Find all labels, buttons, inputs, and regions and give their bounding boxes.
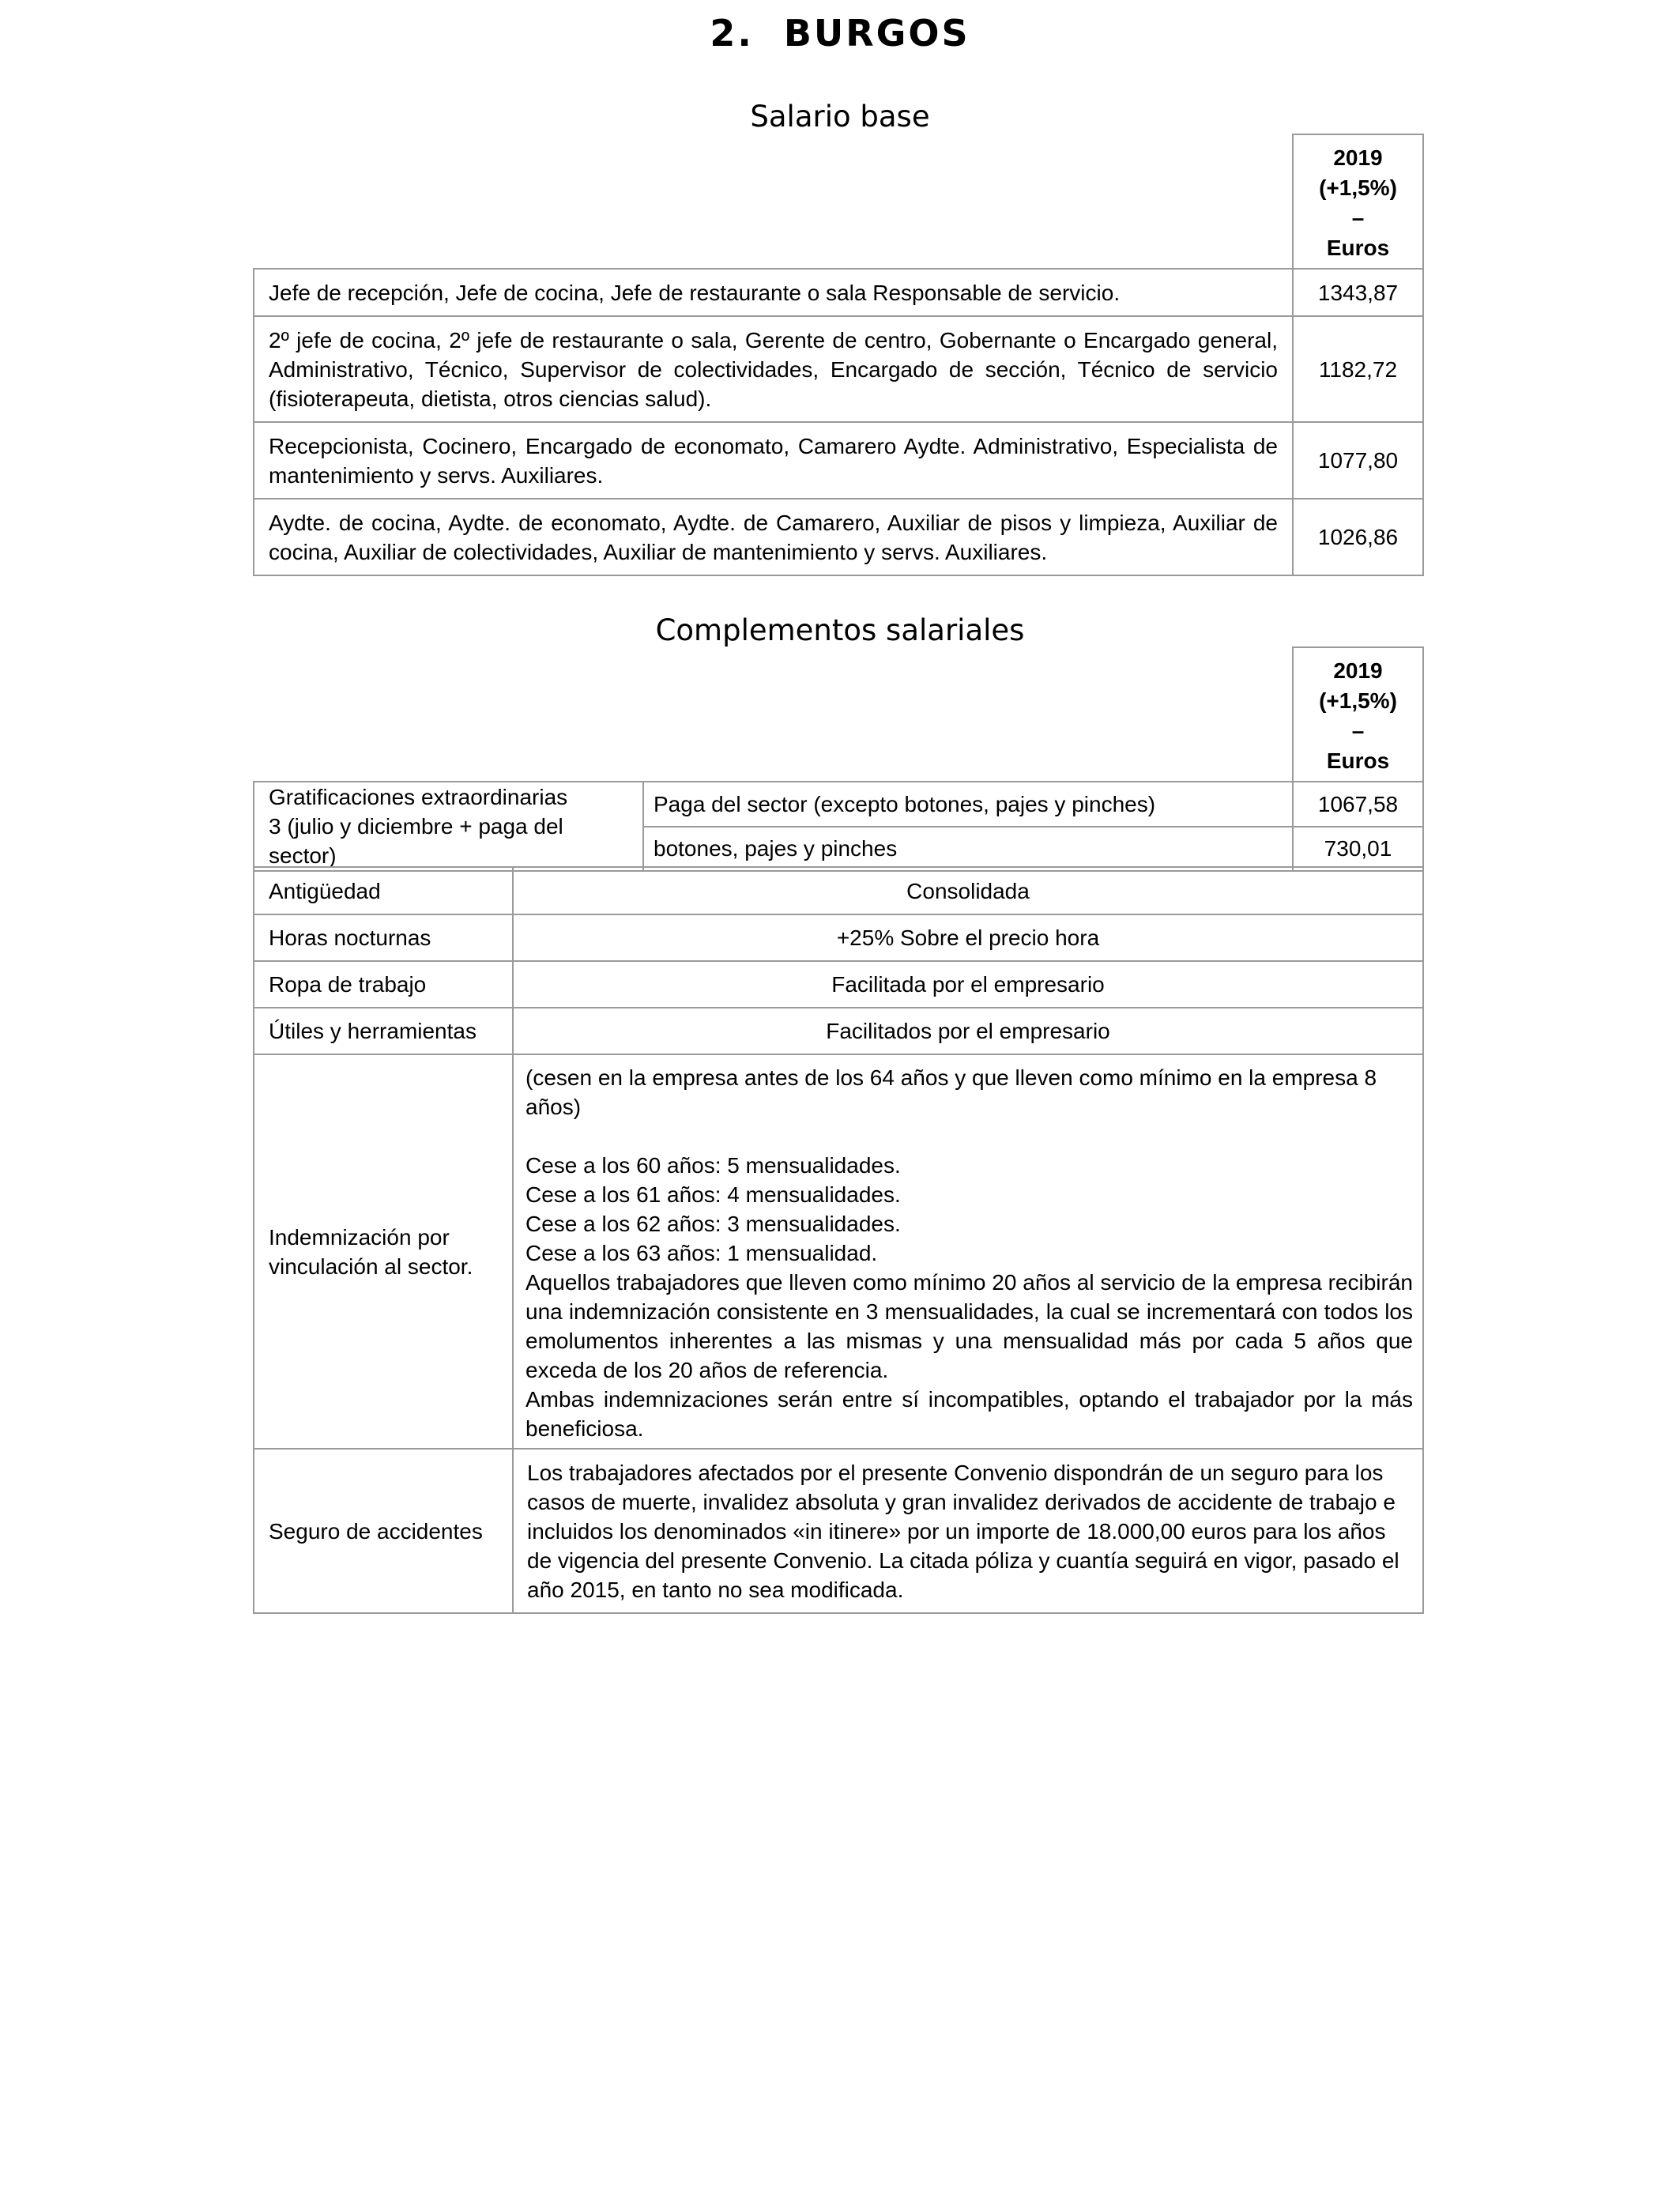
salary-value: 1182,72 <box>1293 316 1423 422</box>
complementos-header-row <box>254 647 1423 782</box>
paga-value: 730,01 <box>1293 827 1423 872</box>
table-row <box>254 782 1423 827</box>
item-value: Consolidada <box>513 867 1423 914</box>
paga-concept: botones, pajes y pinches <box>643 827 1293 872</box>
table-row <box>254 1008 1423 1054</box>
complementos-gratificaciones-table <box>253 647 1424 872</box>
table-row <box>254 867 1423 914</box>
item-label: Horas nocturnas <box>254 914 513 961</box>
indemnizacion-paragraph: Aquellos trabajadores que lleven como mínimo 20 años al servicio de la empresa recibirán una indemnización consistente en 3 mensualidades, la cual se incrementará con todos los emolumentos inherentes a las mismas y una mensualidad más por cada 5 años que exceda de los 20 años de referencia. <box>525 1270 1413 1382</box>
table-row <box>254 316 1423 422</box>
category-cell: Recepcionista, Cocinero, Encargado de economato, Camarero Aydte. Administrativo, Especialista de mantenimiento y servs. Auxiliares. <box>254 422 1293 499</box>
cese-item: Cese a los 60 años: 5 mensualidades. <box>525 1153 901 1178</box>
cese-item: Cese a los 63 años: 1 mensualidad. <box>525 1241 878 1265</box>
table-row <box>254 914 1423 961</box>
paga-value: 1067,58 <box>1293 782 1423 827</box>
indemnizacion-paragraph: Ambas indemnizaciones serán entre sí incompatibles, optando el trabajador por la más beneficiosa. <box>525 1387 1413 1441</box>
item-label: Antigüedad <box>254 867 513 914</box>
table-row <box>254 961 1423 1008</box>
complementos-year-header: 2019 (+1,5%) – Euros <box>1293 647 1423 782</box>
cese-item: Cese a los 62 años: 3 mensualidades. <box>525 1212 901 1236</box>
item-label: Ropa de trabajo <box>254 961 513 1008</box>
category-cell: 2º jefe de cocina, 2º jefe de restaurante o sala, Gerente de centro, Gobernante o Encargado general, Administrativo, Técnico, Supervisor de colectividades, Encargado de sección, Técnico de servicio (fisioterapeuta, dietista, otros ciencias salud). <box>254 316 1293 422</box>
category-cell: Jefe de recepción, Jefe de cocina, Jefe de restaurante o sala Responsable de servicio. <box>254 269 1293 316</box>
salary-value: 1343,87 <box>1293 269 1423 316</box>
salario-year-header: 2019 (+1,5%) – Euros <box>1293 134 1423 269</box>
table-row <box>254 1054 1423 1449</box>
title-name: BURGOS <box>783 12 970 55</box>
header-spacer <box>254 134 1293 269</box>
salary-value: 1026,86 <box>1293 499 1423 575</box>
gratificaciones-label: Gratificaciones extraordinarias 3 (julio y diciembre + paga del sector) <box>254 782 643 871</box>
item-value: +25% Sobre el precio hora <box>513 914 1423 961</box>
complementos-title: Complementos salariales <box>655 613 1025 647</box>
indemnizacion-condition: (cesen en la empresa antes de los 64 años y que lleven como mínimo en la empresa 8 años) <box>525 1065 1377 1119</box>
table-row <box>254 1449 1423 1613</box>
salario-base-title: Salario base <box>750 100 930 134</box>
salario-header-row <box>254 134 1423 269</box>
header-spacer <box>254 647 1293 782</box>
salary-value: 1077,80 <box>1293 422 1423 499</box>
salario-base-table <box>253 134 1424 576</box>
complementos-items-table <box>253 866 1424 1614</box>
title-number: 2. <box>710 12 754 55</box>
item-label: Útiles y herramientas <box>254 1008 513 1054</box>
category-cell: Aydte. de cocina, Aydte. de economato, Aydte. de Camarero, Auxiliar de pisos y limpieza, Auxiliar de cocina, Auxiliar de colectividades, Auxiliar de mantenimiento y servs. Auxiliares. <box>254 499 1293 575</box>
item-value: Facilitada por el empresario <box>513 961 1423 1008</box>
paga-concept: Paga del sector (excepto botones, pajes y pinches) <box>643 782 1293 827</box>
indemnizacion-detail <box>513 1054 1423 1449</box>
seguro-text: Los trabajadores afectados por el presente Convenio dispondrán de un seguro para los casos de muerte, invalidez absoluta y gran invalidez derivados de accidente de trabajo e incluidos los denominados «in itinere» por un importe de 18.000,00 euros para los años de vigencia del presente Convenio. La citada póliza y cuantía seguirá en vigor, pasado el año 2015, en tanto no sea modificada. <box>513 1449 1423 1613</box>
table-row <box>254 499 1423 575</box>
table-row <box>254 269 1423 316</box>
seguro-label: Seguro de accidentes <box>254 1449 513 1613</box>
cese-item: Cese a los 61 años: 4 mensualidades. <box>525 1182 901 1207</box>
item-value: Facilitados por el empresario <box>513 1008 1423 1054</box>
table-row <box>254 422 1423 499</box>
indemnizacion-label: Indemnización por vinculación al sector. <box>254 1054 513 1449</box>
document-title <box>0 8 1680 58</box>
